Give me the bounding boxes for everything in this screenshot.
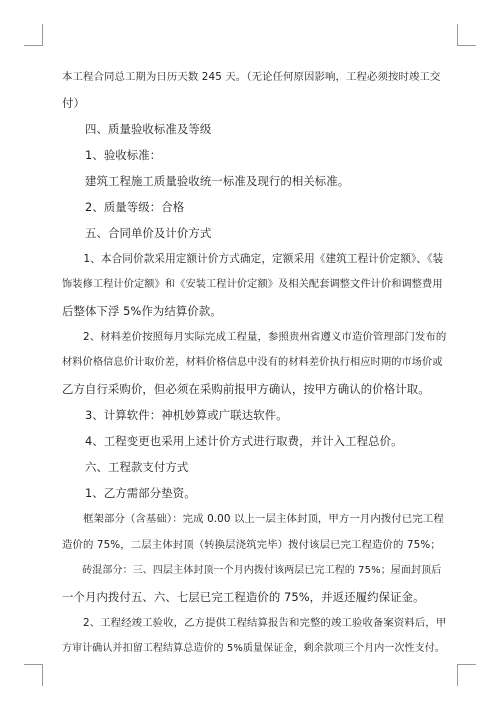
- paragraph-change-order: [62, 428, 446, 454]
- crop-mark-top-left-horizontal: [24, 45, 43, 46]
- crop-mark-bottom-left-horizontal: [24, 664, 43, 665]
- paragraph-final-settlement: [62, 610, 446, 662]
- text-line: 付）: [62, 96, 85, 110]
- text-line: 2、质量等级：合格: [62, 200, 185, 214]
- paragraph-software: [62, 402, 446, 428]
- paragraph-material-price: [62, 324, 446, 402]
- text-line: 1、乙方需部分垫资。: [62, 486, 196, 500]
- text-line: 四、质量验收标准及等级: [62, 122, 212, 136]
- text-line: 4、工程变更也采用上述计价方式进行取费，并计入工程总价。: [62, 434, 403, 448]
- text-line: 3、计算软件：神机妙算或广联达软件。: [62, 408, 288, 422]
- text-line: 本工程合同总工期为日历天数 245 天。（无论任何原因影响，工程必须按时竣工交: [62, 71, 441, 83]
- paragraph-masonry-section: [62, 558, 446, 610]
- crop-mark-bottom-left-vertical: [42, 664, 43, 686]
- text-line: 1、本合同价款采用定额计价方式确定，定额采用《建筑工程计价定额》、《装: [62, 253, 444, 265]
- text-line: 材料价格信息价计取价差，材料价格信息中没有的材料差价执行相应时期的市场价或: [62, 357, 443, 368]
- heading-payment-method: [62, 454, 446, 480]
- text-line: 饰装修工程计价定额》和《安装工程计价定额》及相关配套调整文件计价和调整费用: [62, 279, 443, 290]
- text-line: 乙方自行采购价，但必须在采购前报甲方确认，按甲方确认的价格计取。: [62, 382, 430, 396]
- crop-mark-top-left-vertical: [42, 24, 43, 46]
- paragraph-frame-section: [62, 506, 446, 558]
- paragraph-acceptance-detail: [62, 168, 446, 194]
- paragraph-acceptance-standard: [62, 142, 446, 168]
- paragraph-quality-grade: [62, 194, 446, 220]
- text-line: 造价的 75%，二层主体封顶（转换层浇筑完毕）拨付该层已完工程造价的 75%；: [62, 539, 441, 551]
- paragraph-duration: [62, 64, 446, 116]
- text-line: 六、工程款支付方式: [62, 460, 189, 474]
- text-line: 建筑工程施工质量验收统一标准及现行的相关标准。: [62, 174, 350, 188]
- crop-mark-top-right-vertical: [457, 24, 458, 46]
- text-line: 1、验收标准：: [62, 148, 162, 162]
- text-line: 五、合同单价及计价方式: [62, 226, 212, 240]
- heading-unit-price: [62, 220, 446, 246]
- crop-mark-bottom-right-vertical: [457, 664, 458, 686]
- heading-quality-standards: [62, 116, 446, 142]
- text-line: 2、工程经竣工验收，乙方提供工程结算报告和完整的竣工验收备案资料后，甲: [62, 617, 447, 629]
- crop-mark-top-right-horizontal: [457, 45, 476, 46]
- paragraph-pricing-method: [62, 246, 446, 324]
- paragraph-advance-funding: [62, 480, 446, 506]
- text-line: 后整体下浮 5%作为结算价款。: [62, 304, 222, 318]
- crop-mark-bottom-right-horizontal: [457, 664, 476, 665]
- text-line: 方审计确认并扣留工程结算总造价的 5%质量保证金，剩余款项三个月内一次性支付。: [62, 643, 445, 654]
- text-line: 砖混部分：三、四层主体封顶一个月内拨付该两层已完工程的 75%；屋面封顶后: [62, 565, 442, 576]
- text-line: 2、材料差价按照每月实际完成工程量，参照贵州省遵义市造价管理部门发布的: [62, 331, 447, 343]
- text-line: 一个月内拨付五、六、七层已完工程造价的 75%，并返还履约保证金。: [62, 590, 425, 604]
- text-line: 框架部分（含基础）：完成 0.00 以上一层主体封顶，甲方一月内拨付已完工程: [62, 513, 444, 525]
